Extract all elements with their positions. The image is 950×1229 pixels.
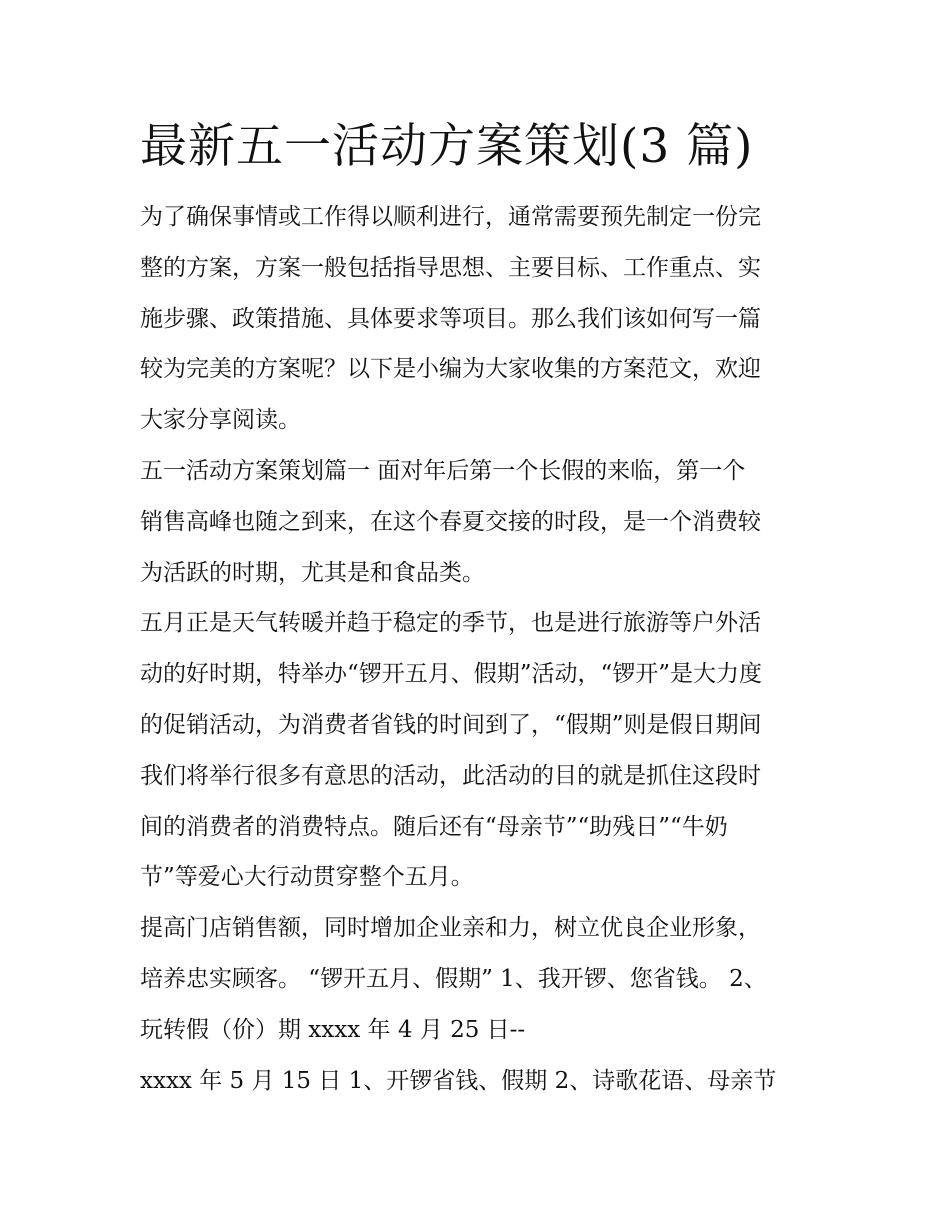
text-line: 培养忠实顾客。 “锣开五月、假期” 1、我开锣、您省钱。 2、 [140, 965, 767, 992]
section-one-paragraph [140, 446, 812, 598]
text-line: 大家分享阅读。 [140, 407, 301, 434]
text-line: 施步骤、政策措施、具体要求等项目。那么我们该如何写一篇 [140, 305, 761, 332]
schedule-paragraph [140, 1056, 812, 1107]
text-line: 为了确保事情或工作得以顺利进行，通常需要预先制定一份完 [140, 204, 761, 230]
text-line: 五一活动方案策划篇一 面对年后第一个长假的来临，第一个 [140, 457, 746, 484]
intro-paragraph [140, 192, 812, 446]
text-line: 动的好时期，特举办“锣开五月、假期”活动，“锣开”是大力度 [140, 661, 763, 688]
document-body [140, 112, 812, 1106]
text-line: 销售高峰也随之到来，在这个春夏交接的时段，是一个消费较 [140, 508, 761, 535]
may-activity-paragraph [140, 598, 812, 903]
document-title: 最新五一活动方案策划(3 篇) [140, 119, 754, 174]
text-line: 间的消费者的消费特点。随后还有“母亲节”“助残日”“牛奶 [140, 813, 728, 840]
goals-paragraph [140, 903, 812, 1055]
text-line: 提高门店销售额，同时增加企业亲和力，树立优良企业形象， [140, 915, 761, 942]
text-line: 整的方案，方案一般包括指导思想、主要目标、工作重点、实 [140, 254, 761, 281]
text-line: 五月正是天气转暖并趋于稳定的季节，也是进行旅游等户外活 [140, 610, 761, 637]
text-line: 玩转假（价）期 xxxx 年 4 月 25 日-- [140, 1016, 526, 1043]
text-line: 为活跃的时期，尤其是和食品类。 [140, 559, 485, 586]
text-line: xxxx 年 5 月 15 日 1、开锣省钱、假期 2、诗歌花语、母亲节 [140, 1067, 777, 1094]
text-line: 的促销活动，为消费者省钱的时间到了，“假期”则是假日期间 [140, 711, 762, 738]
text-line: 节”等爱心大行动贯穿整个五月。 [140, 864, 474, 891]
text-line: 较为完美的方案呢？以下是小编为大家收集的方案范文，欢迎 [140, 356, 761, 383]
text-line: 我们将举行很多有意思的活动，此活动的目的就是抓住这段时 [140, 762, 761, 789]
